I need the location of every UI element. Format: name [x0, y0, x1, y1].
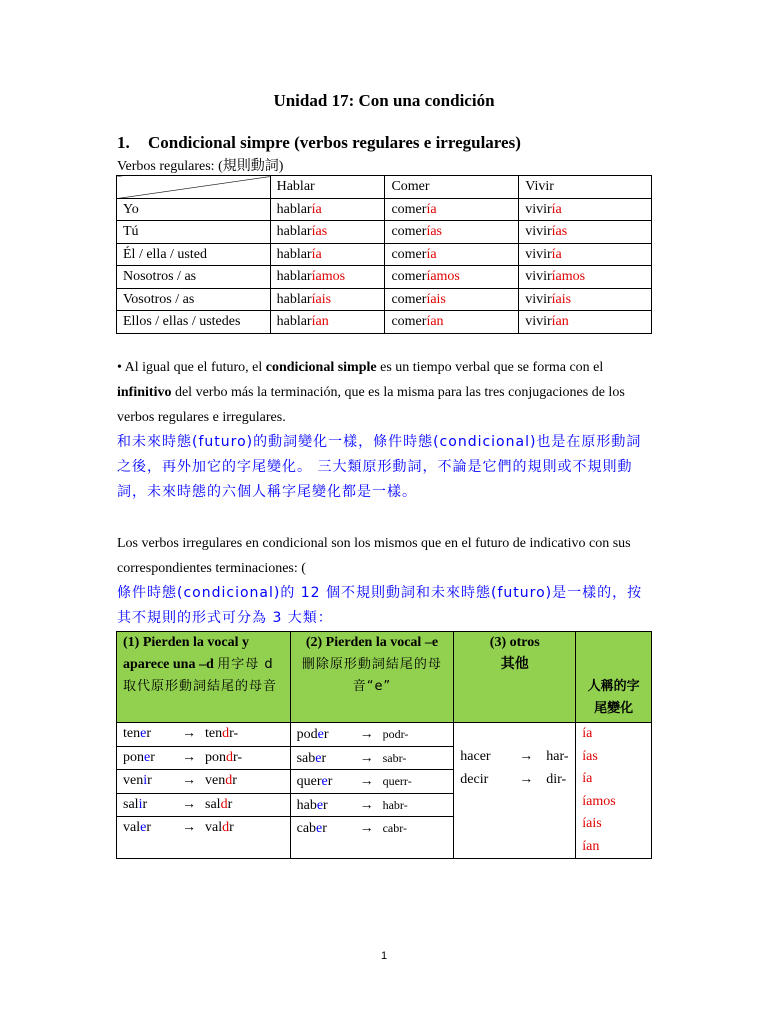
verb-row [117, 723, 290, 747]
irregular-intro-chinese: 條件時態(condicional)的 12 個不規則動詞和未來時態(futuro)是一樣的，按其不規則的形式可分為 3 大類： [117, 585, 643, 626]
column-header: Vivir [519, 176, 652, 199]
verb-stem: hablar [276, 269, 312, 284]
infinitive: valer [123, 820, 151, 835]
conjugation-cell [270, 243, 385, 266]
ending-item: íamos [582, 793, 616, 809]
verb-ending: íamos [311, 269, 346, 284]
conjugation-cell [519, 288, 652, 311]
arrow-icon: → [359, 821, 374, 836]
verb-ending: ían [311, 314, 329, 329]
infinitive: saber [296, 750, 327, 766]
conjugation-cell [385, 243, 519, 266]
verb-row [291, 747, 454, 771]
regular-conjugation-table [116, 175, 652, 334]
irregular-stem: tendr- [205, 726, 239, 741]
section-label: Condicional simpre (verbos regulares e irregulares) [148, 133, 521, 152]
group3-verbs [454, 723, 576, 859]
verb-ending: íamos [551, 269, 586, 284]
changed-vowel: i [143, 773, 148, 788]
irregular-stem: querr- [382, 774, 412, 788]
dropped-vowel: e [316, 797, 324, 813]
verb-stem: hablar [276, 246, 312, 262]
conjugation-cell [519, 311, 652, 334]
verb-ending: ías [426, 224, 442, 239]
conjugation-cell [270, 311, 385, 334]
infinitive: querer [296, 774, 333, 789]
table-row [117, 198, 652, 221]
verb-row [291, 723, 454, 747]
verb-ending: ías [311, 224, 328, 239]
term-condicional-simple: condicional simple [265, 360, 377, 375]
group1-header: (1) Pierden la vocal y aparece una –d 用字母 d 取代原形動詞結尾的母音 [117, 632, 291, 723]
table-row [117, 266, 652, 289]
arrow-icon: → [359, 774, 374, 789]
verb-ending: íais [311, 291, 332, 307]
verb-ending: ían [426, 314, 444, 329]
conjugation-cell [270, 198, 385, 221]
verb-stem: hablar [276, 224, 312, 239]
verb-stem: comer [391, 224, 427, 239]
irregular-stem: dir- [546, 772, 567, 787]
verb-ending: íais [551, 291, 572, 307]
group3-header: (3) otros 其他 [454, 632, 576, 723]
endings-header: 人稱的字尾變化 [576, 632, 652, 723]
arrow-icon: → [182, 749, 196, 765]
group1-verbs [117, 723, 291, 859]
verb-stem: comer [391, 269, 427, 284]
ending-item: ía [582, 726, 593, 741]
irregular-stem: podr- [382, 727, 409, 741]
verb-row [460, 745, 569, 768]
table-row [117, 311, 652, 334]
dropped-vowel: e [321, 774, 328, 789]
verb-ending: íais [426, 291, 446, 307]
verb-ending: ía [426, 246, 437, 262]
verb-ending: ía [551, 246, 562, 262]
verb-stem: comer [391, 291, 427, 307]
explanation-paragraph: • Al igual que el futuro, el condicional simple es un tiempo verbal que se forma con el infinitivo del verbo más la terminación, que es la misma para las tres conjugaciones de los verbos regulares e irregulares. 和未來時態(futuro)的動詞變化一樣，條件時態(condicional)也是在原形動詞之後，再外加它的字尾變化。 三大類原形動詞，不論是它們的規則或不規則動詞，未來時態的六個人稱字尾變化都是一樣。 [117, 360, 642, 500]
section-heading [117, 133, 521, 153]
verb-stem: comer [391, 314, 427, 329]
conjugation-cell [385, 288, 519, 311]
changed-vowel: e [144, 749, 151, 765]
verb-ending: ían [551, 314, 569, 329]
added-d: d [225, 773, 233, 788]
verb-stem: vivir [525, 269, 552, 284]
verb-row [117, 794, 290, 818]
infinitive: tener [123, 726, 151, 741]
arrow-icon: → [519, 749, 534, 764]
infinitive: haber [296, 797, 328, 813]
arrow-icon: → [359, 750, 374, 766]
person-label: Tú [117, 221, 271, 244]
infinitive: poner [123, 749, 155, 765]
person-label: Yo [117, 198, 271, 221]
infinitive: poder [296, 727, 329, 742]
verb-stem: vivir [525, 201, 552, 217]
infinitive: decir [460, 772, 489, 787]
irregular-stem: sabr- [382, 750, 407, 765]
verb-stem: hablar [276, 201, 312, 217]
verb-row [291, 770, 454, 794]
infinitive: caber [296, 821, 327, 836]
ending-item: ía [582, 771, 593, 786]
changed-vowel: i [138, 796, 143, 812]
verb-row [117, 817, 290, 840]
irregular-stem: valdr [205, 820, 234, 835]
dropped-vowel: e [315, 750, 322, 766]
table-row [117, 288, 652, 311]
conjugation-cell [270, 266, 385, 289]
conjugation-cell [270, 288, 385, 311]
conjugation-cell [385, 198, 519, 221]
verb-stem: comer [391, 201, 427, 217]
verb-ending: ía [311, 201, 322, 217]
verb-ending: ía [311, 246, 322, 262]
regular-verbs-subtitle: Verbos regulares: (規則動詞) [117, 159, 284, 174]
verb-ending: íamos [426, 269, 460, 284]
person-label: Él / ella / usted [117, 243, 271, 266]
verb-stem: vivir [525, 246, 552, 262]
term-infinitivo: infinitivo [117, 385, 172, 400]
conjugation-cell [270, 221, 385, 244]
person-label: Nosotros / as [117, 266, 271, 289]
added-d: d [222, 726, 230, 741]
arrow-icon: → [182, 773, 196, 788]
verb-ending: ía [551, 201, 562, 217]
added-d: d [220, 796, 228, 812]
arrow-icon: → [182, 796, 196, 812]
added-d: d [222, 820, 230, 835]
dropped-vowel: e [316, 821, 323, 836]
conjugation-cell [519, 198, 652, 221]
ending-item: ías [582, 748, 598, 764]
irregular-verbs-table [116, 631, 652, 859]
column-header: Comer [385, 176, 519, 199]
irregular-stem: habr- [382, 797, 408, 812]
group2-header: (2) Pierden la vocal –e 刪除原形動詞結尾的母音“e” [290, 632, 454, 723]
table-row [117, 221, 652, 244]
endings-list [576, 723, 652, 859]
verb-ending: ías [551, 224, 568, 239]
page-title: Unidad 17: Con una condición [273, 91, 495, 110]
conjugation-cell [519, 221, 652, 244]
verb-stem: vivir [525, 224, 552, 239]
verb-stem: vivir [525, 291, 552, 307]
changed-vowel: e [140, 820, 147, 835]
corner-diagonal-cell [117, 176, 271, 199]
infinitive: hacer [460, 749, 491, 764]
arrow-icon: → [359, 797, 374, 813]
conjugation-cell [385, 266, 519, 289]
arrow-icon: → [359, 727, 374, 742]
verb-stem: hablar [276, 314, 312, 329]
infinitive: venir [123, 773, 152, 788]
verb-row [117, 747, 290, 771]
group2-verbs [290, 723, 454, 859]
explanation-chinese: 和未來時態(futuro)的動詞變化一樣，條件時態(condicional)也是在原形動詞之後，再外加它的字尾變化。 三大類原形動詞，不論是它們的規則或不規則動詞，未來時態的六個人稱字尾變化都是一樣。 [117, 434, 642, 500]
verb-stem: comer [391, 246, 427, 262]
verb-ending: ía [426, 201, 437, 217]
arrow-icon: → [182, 726, 196, 741]
arrow-icon: → [182, 820, 196, 835]
verb-stem: hablar [276, 291, 312, 307]
irregular-stem: saldr [205, 796, 233, 812]
section-number: 1. [117, 133, 130, 152]
page-number: 1 [380, 950, 388, 962]
verb-stem: vivir [525, 314, 552, 329]
irregular-stem: har- [546, 749, 569, 764]
person-label: Vosotros / as [117, 288, 271, 311]
verb-row [291, 817, 454, 840]
dropped-vowel: e [317, 727, 324, 742]
irregular-intro-paragraph: Los verbos irregulares en condicional son los mismos que en el futuro de indicativo con sus correspondientes terminaciones: ( 條件時態(condicional)的 12 個不規則動詞和未來時態(futuro)是一樣的，按其不規則的形式可分為 3 大類： [117, 536, 643, 626]
table-row [117, 243, 652, 266]
person-label: Ellos / ellas / ustedes [117, 311, 271, 334]
verb-row [291, 794, 454, 818]
verb-row [460, 768, 569, 791]
conjugation-cell [385, 311, 519, 334]
infinitive: salir [123, 796, 148, 812]
arrow-icon: → [519, 772, 534, 787]
irregular-stem: vendr [205, 773, 237, 788]
conjugation-cell [519, 243, 652, 266]
irregular-stem: pondr- [205, 749, 243, 765]
changed-vowel: e [140, 726, 147, 741]
conjugation-cell [385, 221, 519, 244]
verb-row [117, 770, 290, 794]
conjugation-cell [519, 266, 652, 289]
ending-item: ían [582, 838, 600, 854]
ending-item: íais [582, 816, 602, 831]
added-d: d [226, 749, 233, 765]
column-header: Hablar [270, 176, 385, 199]
irregular-stem: cabr- [382, 821, 408, 835]
